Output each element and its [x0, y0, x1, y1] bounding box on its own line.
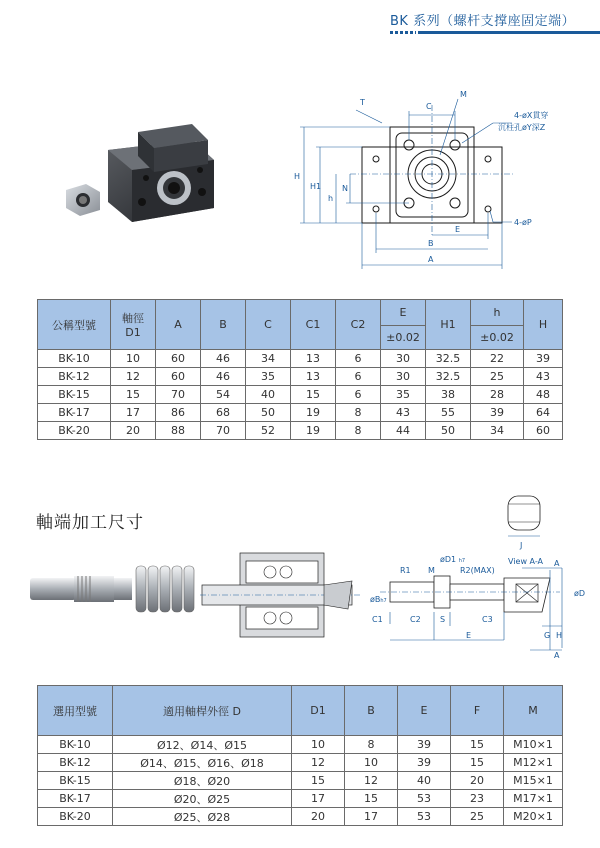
note-through-hole: 4-øX貫穿	[514, 111, 549, 120]
dim-j: J	[520, 541, 523, 550]
table-cell: BK-20	[38, 808, 113, 826]
table-cell: 20	[451, 772, 504, 790]
table-cell: Ø18、Ø20	[113, 772, 292, 790]
table-cell: BK-17	[38, 790, 113, 808]
table-cell: 17	[111, 404, 156, 422]
table-cell: 6	[336, 368, 381, 386]
table-cell: 50	[426, 422, 471, 440]
dim-b-dia: øBh7	[370, 595, 387, 604]
dim-a-top: A	[554, 559, 560, 568]
table-cell: 17	[345, 808, 398, 826]
col-d1: 軸徑 D1	[111, 300, 156, 350]
table-row	[38, 772, 563, 790]
dim-d-dia: øD	[574, 589, 586, 598]
col-h-tolerance: ±0.02	[471, 326, 524, 350]
table-cell: 19	[291, 404, 336, 422]
table-cell: 46	[201, 368, 246, 386]
table-cell: 70	[201, 422, 246, 440]
table-cell: 60	[524, 422, 563, 440]
table-cell: 10	[111, 350, 156, 368]
product-photo	[42, 110, 234, 238]
table-cell: 6	[336, 350, 381, 368]
table-cell: M10×1	[504, 736, 563, 754]
table-cell: 15	[291, 386, 336, 404]
table-cell: 38	[426, 386, 471, 404]
col-m: M	[504, 686, 563, 736]
dim-e-len: E	[466, 631, 472, 640]
table-cell: M20×1	[504, 808, 563, 826]
table-cell: 25	[471, 368, 524, 386]
table-row	[38, 808, 563, 826]
table-cell: 15	[345, 790, 398, 808]
support-block-drawing	[290, 85, 580, 280]
col-c: C	[246, 300, 291, 350]
table-cell: BK-10	[38, 736, 113, 754]
table-cell: 70	[156, 386, 201, 404]
table-cell: 40	[246, 386, 291, 404]
table-cell: 34	[471, 422, 524, 440]
col-a: A	[156, 300, 201, 350]
table-cell: 10	[292, 736, 345, 754]
dim-s: S	[440, 615, 446, 624]
dim-m-thread: M	[428, 566, 435, 575]
table-cell: 12	[345, 772, 398, 790]
table-cell: 13	[291, 368, 336, 386]
section-title-shaft-end: 軸端加工尺寸	[36, 513, 144, 533]
col-b: B	[201, 300, 246, 350]
table-cell: M12×1	[504, 754, 563, 772]
table-cell: 15	[451, 736, 504, 754]
table-cell: 6	[336, 386, 381, 404]
table-cell: 13	[291, 350, 336, 368]
table-cell: Ø25、Ø28	[113, 808, 292, 826]
col-h: H	[524, 300, 563, 350]
dim-d1: øD1 h7	[440, 555, 466, 564]
col-selected-model: 選用型號	[38, 686, 113, 736]
table-cell: M17×1	[504, 790, 563, 808]
table-cell: 39	[398, 736, 451, 754]
table-row	[38, 754, 563, 772]
table-cell: 19	[291, 422, 336, 440]
dim-t: T	[360, 98, 365, 107]
table-cell: 32.5	[426, 368, 471, 386]
note-counterbore: 沉柱孔øY深Z	[498, 123, 546, 132]
table-cell: 53	[398, 808, 451, 826]
table-cell: Ø12、Ø14、Ø15	[113, 736, 292, 754]
table-cell: BK-10	[38, 350, 111, 368]
table-cell: 8	[336, 422, 381, 440]
table-cell: 17	[292, 790, 345, 808]
dim-c1: C1	[372, 615, 383, 624]
table-cell: Ø20、Ø25	[113, 790, 292, 808]
table-cell: 39	[398, 754, 451, 772]
col-c2: C2	[336, 300, 381, 350]
col-e-tolerance: ±0.02	[381, 326, 426, 350]
col-e: E	[398, 686, 451, 736]
table-cell: 30	[381, 350, 426, 368]
table-row	[38, 350, 563, 368]
table-cell: 22	[471, 350, 524, 368]
table-cell: 15	[451, 754, 504, 772]
table-cell: 39	[471, 404, 524, 422]
dim-c3: C3	[482, 615, 493, 624]
table-row	[38, 422, 563, 440]
dim-h-len: H	[556, 631, 563, 640]
col-f: F	[451, 686, 504, 736]
table-row	[38, 790, 563, 808]
shaft-assembly-drawing	[200, 545, 360, 645]
table-cell: 44	[381, 422, 426, 440]
table-cell: 40	[398, 772, 451, 790]
table-cell: 35	[381, 386, 426, 404]
table-cell: 8	[336, 404, 381, 422]
table-cell: 30	[381, 368, 426, 386]
table-cell: BK-12	[38, 368, 111, 386]
shaft-end-table	[37, 685, 563, 826]
dim-g: G	[544, 631, 551, 640]
table-cell: BK-17	[38, 404, 111, 422]
table-cell: 55	[426, 404, 471, 422]
table-cell: 43	[381, 404, 426, 422]
table-cell: 39	[524, 350, 563, 368]
table-cell: 28	[471, 386, 524, 404]
dim-h1: H1	[310, 182, 322, 191]
table-cell: 54	[201, 386, 246, 404]
dim-c: C	[426, 102, 432, 111]
table-cell: 20	[111, 422, 156, 440]
table-cell: M15×1	[504, 772, 563, 790]
table-row	[38, 368, 563, 386]
table-cell: 52	[246, 422, 291, 440]
table-cell: BK-12	[38, 754, 113, 772]
table-cell: BK-15	[38, 772, 113, 790]
table-cell: 23	[451, 790, 504, 808]
table-cell: 35	[246, 368, 291, 386]
dim-n: N	[342, 184, 348, 193]
table-cell: 68	[201, 404, 246, 422]
table-cell: BK-15	[38, 386, 111, 404]
dim-a-bottom: A	[554, 651, 560, 660]
bk-dimension-table	[37, 299, 563, 440]
dim-e: E	[455, 225, 461, 234]
dim-h: H	[294, 172, 301, 181]
shaft-end-photo	[28, 560, 198, 620]
table-cell: 12	[292, 754, 345, 772]
col-e: E	[381, 300, 426, 326]
label-view-aa: View A-A	[508, 557, 544, 566]
dim-c2: C2	[410, 615, 421, 624]
table-cell: 88	[156, 422, 201, 440]
table-cell: 48	[524, 386, 563, 404]
dim-r2: R2(MAX)	[460, 566, 495, 575]
dim-a: A	[428, 255, 434, 264]
table-cell: 8	[345, 736, 398, 754]
dim-b: B	[428, 239, 434, 248]
table-cell: 46	[201, 350, 246, 368]
table-row	[38, 404, 563, 422]
table-cell: 20	[292, 808, 345, 826]
table-cell: 15	[292, 772, 345, 790]
shaft-dimension-drawing	[350, 490, 590, 660]
col-d1: D1	[292, 686, 345, 736]
table-cell: 86	[156, 404, 201, 422]
col-model: 公稱型號	[38, 300, 111, 350]
table-cell: 12	[111, 368, 156, 386]
dim-r1: R1	[400, 566, 411, 575]
col-b: B	[345, 686, 398, 736]
table-cell: 34	[246, 350, 291, 368]
table-row	[38, 736, 563, 754]
table-cell: 10	[345, 754, 398, 772]
col-shaft-diameter: 適用軸桿外徑 D	[113, 686, 292, 736]
table-row	[38, 386, 563, 404]
table-cell: 15	[111, 386, 156, 404]
table-cell: 50	[246, 404, 291, 422]
table-cell: 53	[398, 790, 451, 808]
table-cell: 60	[156, 368, 201, 386]
table-cell: 25	[451, 808, 504, 826]
table-cell: 64	[524, 404, 563, 422]
table-cell: 43	[524, 368, 563, 386]
col-h1: H1	[426, 300, 471, 350]
table-cell: BK-20	[38, 422, 111, 440]
col-small-h: h	[471, 300, 524, 326]
dim-small-h: h	[328, 194, 334, 203]
page-header-title: BK 系列（螺杆支撑座固定端）	[390, 14, 576, 29]
col-c1: C1	[291, 300, 336, 350]
header-rule	[390, 31, 600, 34]
table-cell: 32.5	[426, 350, 471, 368]
table-cell: 60	[156, 350, 201, 368]
note-pin-hole: 4-øP	[514, 218, 532, 227]
table-cell: Ø14、Ø15、Ø16、Ø18	[113, 754, 292, 772]
dim-m: M	[460, 90, 467, 99]
